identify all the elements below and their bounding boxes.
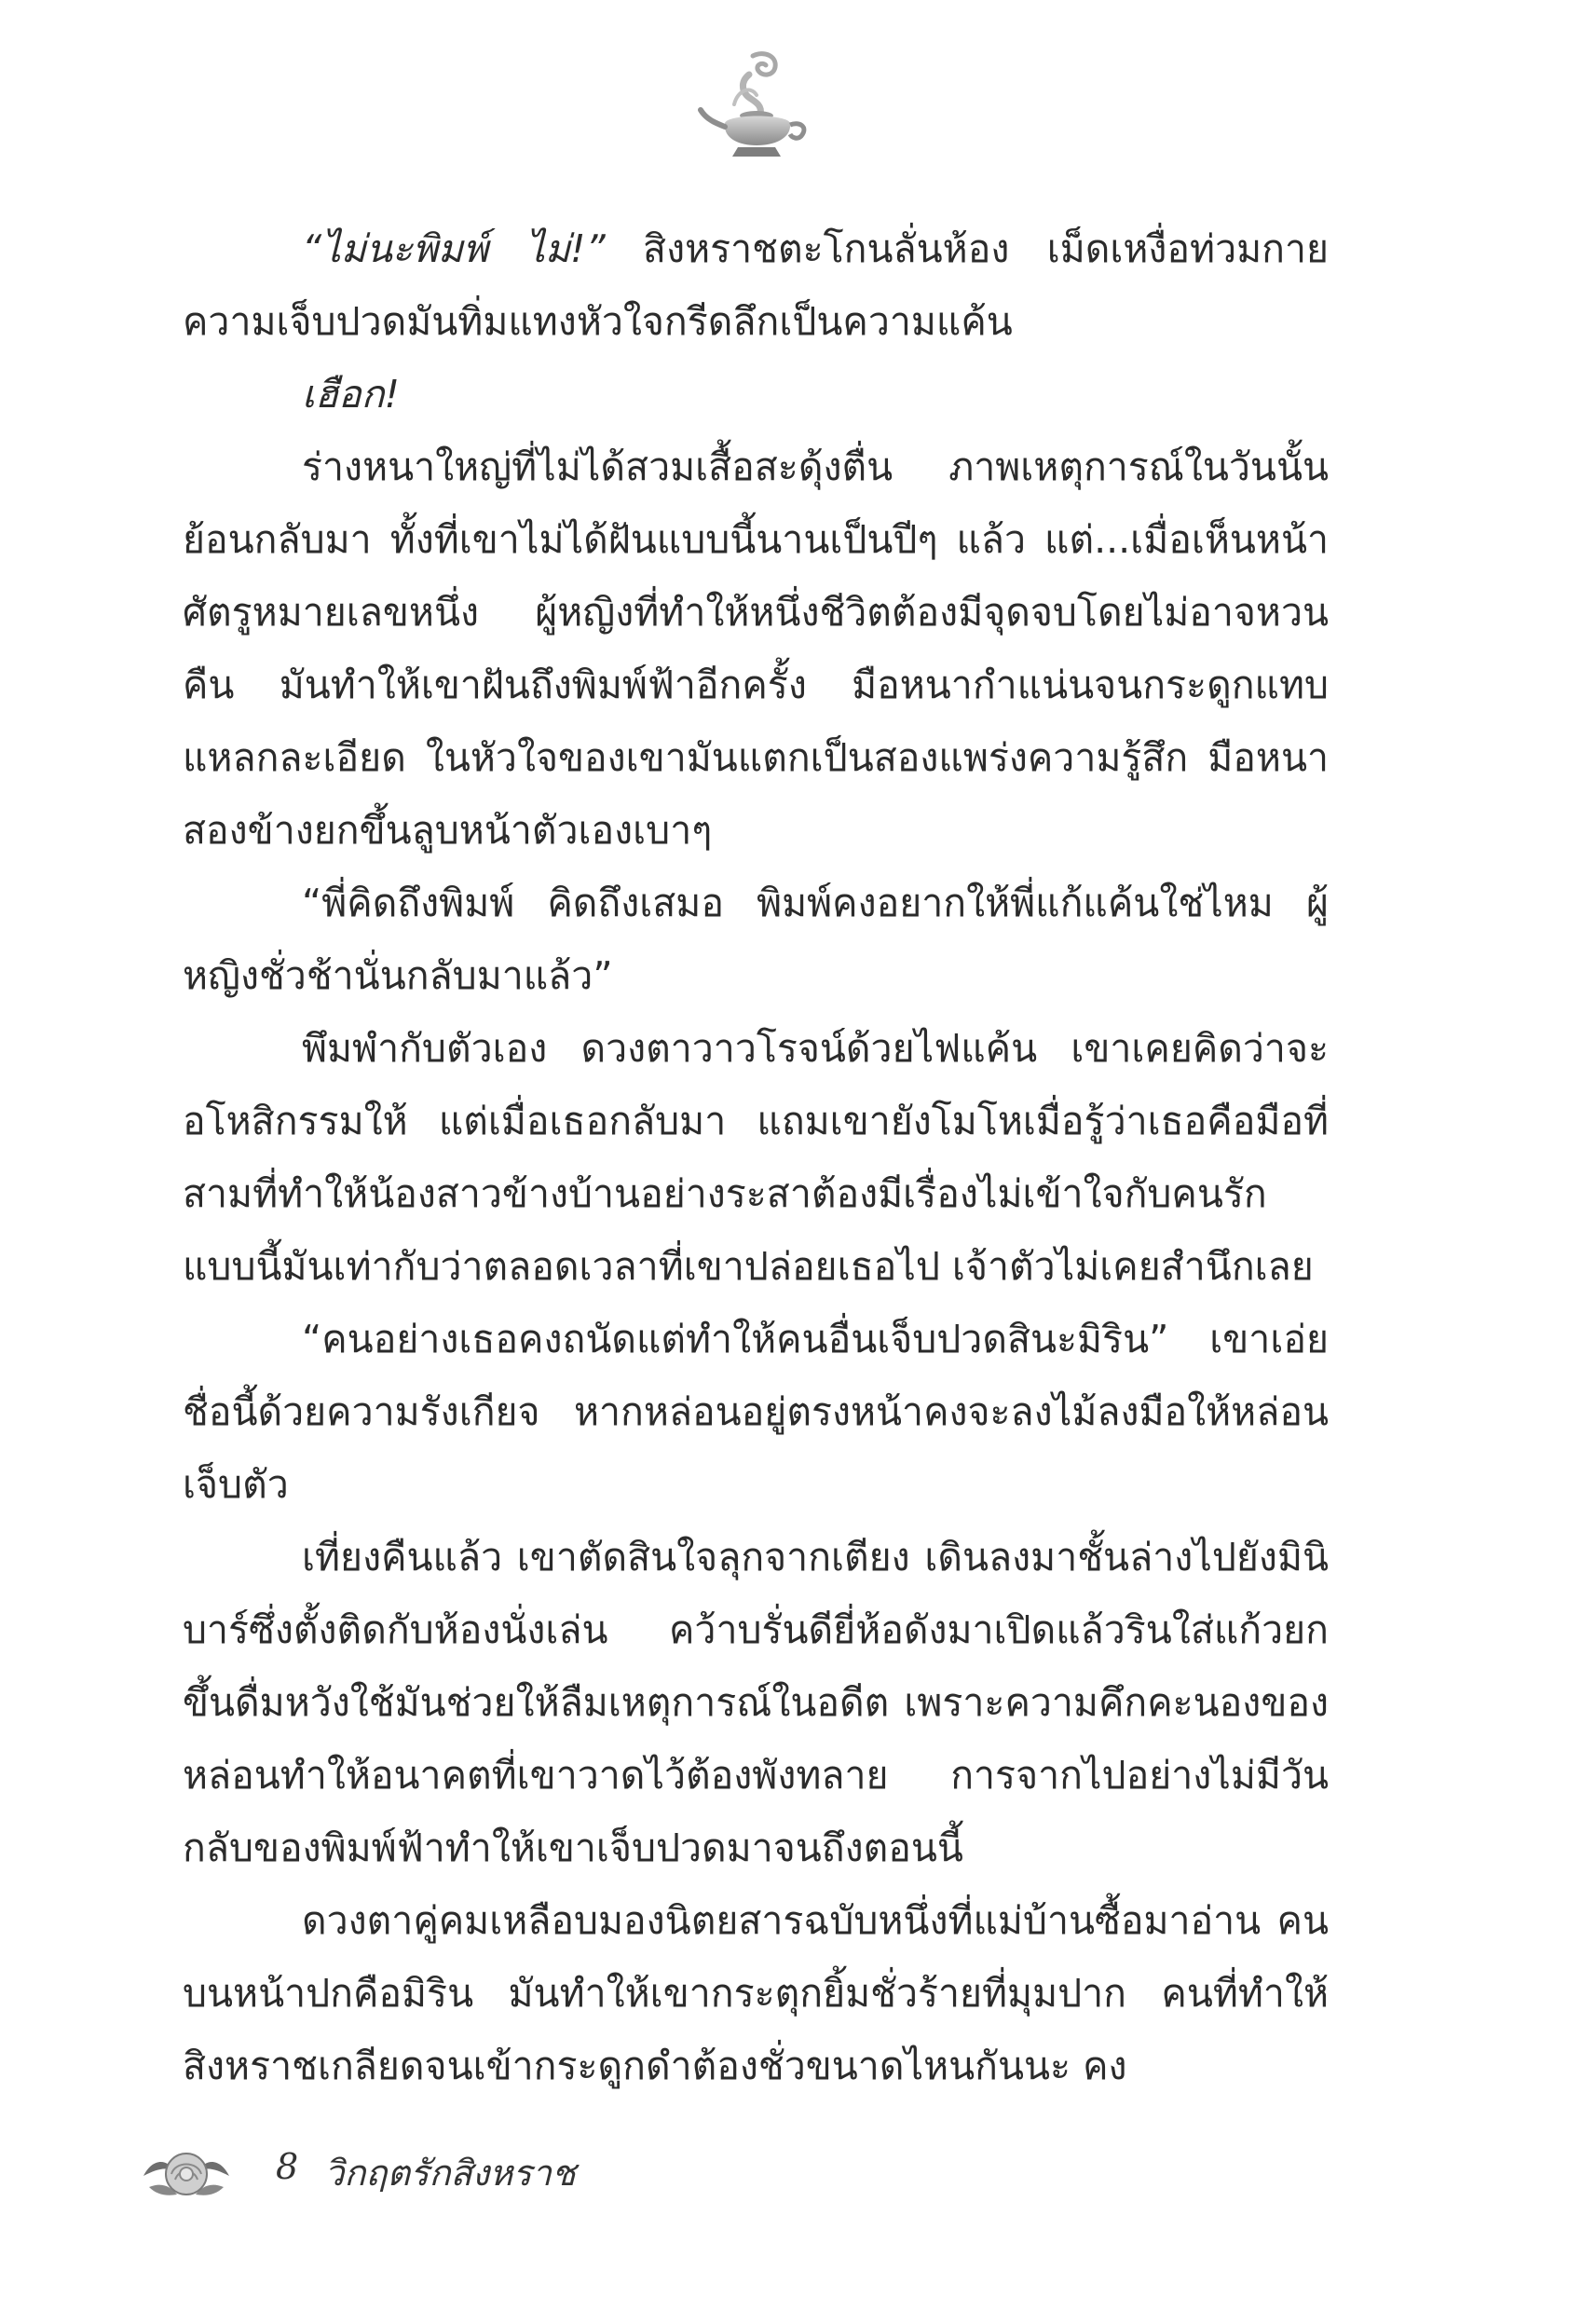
text-span: พึมพำกับตัวเอง ดวงตาวาวโรจน์ด้วยไฟแค้น เขาเคยคิดว่าจะอโหสิกรรมให้ แต่เมื่อเธอกลับมา แถมเขายังโมโหเมื่อรู้ว่าเธอคือมือที่สามที่ทำให้น้องสาวข้างบ้านอย่างระสาต้องมีเรื่องไม่เข้าใจกับคนรักแบบนี้มันเท่ากับว่าตลอดเวลาที่เขาปล่อยเธอไป เจ้าตัวไม่เคยสำนึกเลย (183, 1026, 1329, 1289)
paragraph (183, 431, 1329, 867)
paragraph (183, 1884, 1329, 2102)
page-number: 8 (276, 2146, 299, 2187)
paragraph (183, 358, 1329, 431)
italic-text: เฮือก! (302, 372, 400, 417)
text-span: เที่ยงคืนแล้ว เขาตัดสินใจลุกจากเตียง เดินลงมาชั้นล่างไปยังมินิบาร์ซึ่งตั้งติดกับห้องนั่งเล่น คว้าบรั่นดียี่ห้อดังมาเปิดแล้วรินใส่แก้วยกขึ้นดื่มหวังใช้มันช่วยให้ลืมเหตุการณ์ในอดีต เพราะความคึกคะนองของหล่อนทำให้อนาคตที่เขาวาดไว้ต้องพังทลาย การจากไปอย่างไม่มีวันกลับของพิมพ์ฟ้าทำให้เขาเจ็บปวดมาจนถึงตอนนี้ (183, 1535, 1329, 1870)
page-footer (140, 2139, 792, 2204)
paragraph (183, 1521, 1329, 1884)
text-span: “พี่คิดถึงพิมพ์ คิดถึงเสมอ พิมพ์คงอยากให้พี่แก้แค้นใช่ไหม ผู้หญิงชั่วช้านั่นกลับมาแล้ว” (183, 881, 1329, 998)
paragraph (183, 1303, 1329, 1521)
paragraph (183, 212, 1329, 358)
text-span: “คนอย่างเธอคงถนัดแต่ทำให้คนอื่นเจ็บปวดสินะมิริน” เขาเอ่ยชื่อนี้ด้วยความรังเกียจ หากหล่อนอยู่ตรงหน้าคงจะลงไม้ลงมือให้หล่อนเจ็บตัว (183, 1317, 1329, 1507)
body-text (183, 212, 1329, 2102)
paragraph (183, 867, 1329, 1012)
rose-icon (140, 2139, 233, 2204)
text-span: ร่างหนาใหญ่ที่ไม่ได้สวมเสื้อสะดุ้งตื่น ภาพเหตุการณ์ในวันนั้นย้อนกลับมา ทั้งที่เขาไม่ได้ฝันแบบนี้นานเป็นปีๆ แล้ว แต่...เมื่อเห็นหน้าศัตรูหมายเลขหนึ่ง ผู้หญิงที่ทำให้หนึ่งชีวิตต้องมีจุดจบโดยไม่อาจหวนคืน มันทำให้เขาฝันถึงพิมพ์ฟ้าอีกครั้ง มือหนากำแน่นจนกระดูกแทบแหลกละเอียด ในหัวใจของเขามันแตกเป็นสองแพร่งความรู้สึก มือหนาสองข้างยกขึ้นลูบหน้าตัวเองเบาๆ (183, 444, 1329, 853)
italic-text: “ไม่นะพิมพ์ ไม่!” (302, 226, 606, 271)
book-title: วิกฤตรักสิงหราช (324, 2153, 576, 2194)
paragraph (183, 1012, 1329, 1303)
genie-lamp-icon (697, 48, 818, 170)
text-span: ดวงตาคู่คมเหลือบมองนิตยสารฉบับหนึ่งที่แม่บ้านซื้อมาอ่าน คนบนหน้าปกคือมิริน มันทำให้เขากระตุกยิ้มชั่วร้ายที่มุมปาก คนที่ทำให้สิงหราชเกลียดจนเข้ากระดูกดำต้องชั่วขนาดไหนกันนะ คง (183, 1898, 1329, 2088)
text-span: สิงหราชตะโกนลั่นห้อง เม็ดเหงื่อท่วมกาย ความเจ็บปวดมันทิ่มแทงหัวใจกรีดลึกเป็นความแค้น (183, 226, 1329, 344)
